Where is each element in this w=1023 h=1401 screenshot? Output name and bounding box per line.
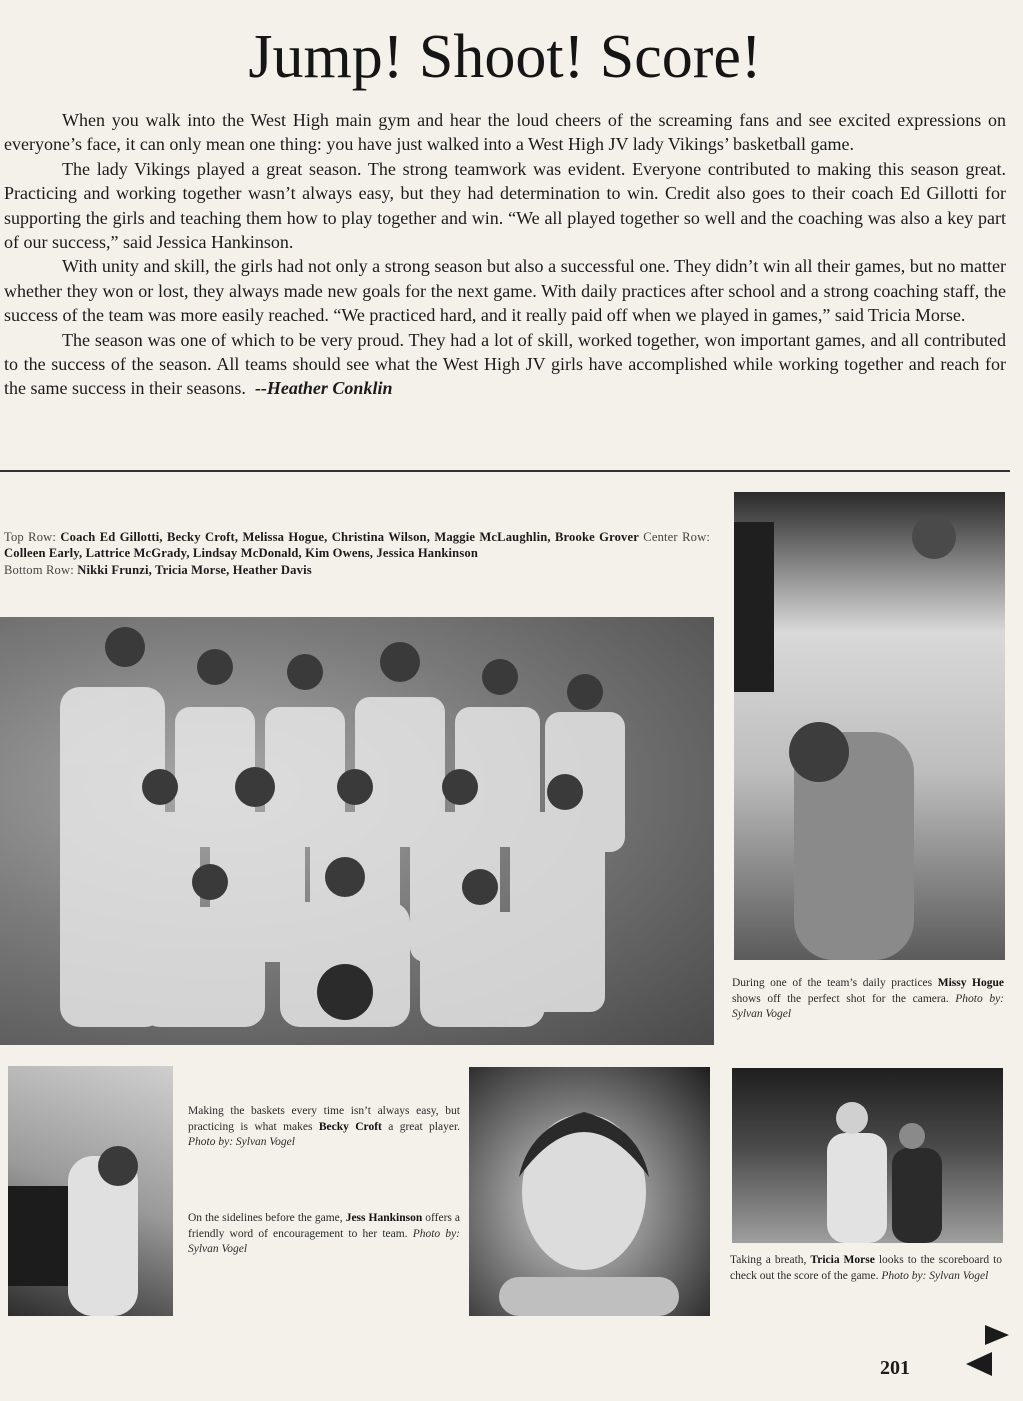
caption-player-name: Jess Hankinson — [345, 1212, 423, 1224]
article-paragraph — [4, 328, 1006, 401]
caption-text: Making the baskets every time isn’t always easy, but practicing is what makes — [188, 1105, 460, 1133]
roster-top-label: Top Row: — [4, 530, 57, 544]
jess-hankinson-photo — [469, 1067, 710, 1316]
article-paragraph-text: The season was one of which to be very proud. They had a lot of skill, worked together, won important games, and all contributed to the success of the season. All teams should see what the West High JV girls have accomplished while working together and reach for the same success in their seasons. — [4, 329, 1006, 399]
photo-credit: Photo by: Sylvan Vogel — [188, 1227, 460, 1255]
photo-credit: Photo by: Sylvan Vogel — [732, 992, 1005, 1020]
roster-bottom-names: Nikki Frunzi, Tricia Morse, Heather Davis — [77, 562, 312, 577]
roster-center-names: Colleen Early, Lattrice McGrady, Lindsay McDonald, Kim Owens, Jessica Hankinson — [4, 546, 478, 561]
caption-text: shows off the perfect shot for the camera. — [732, 992, 949, 1005]
caption-player-name: Missy Hogue — [937, 977, 1004, 989]
caption-text: a great player. — [388, 1120, 461, 1133]
caption-text: Taking a breath, — [730, 1254, 807, 1266]
team-photo — [0, 617, 714, 1045]
article-paragraph: With unity and skill, the girls had not only a strong season but also a successful one. They didn’t win all their games, but no matter whether they won or lost, they always made new goals for the next game. With daily practices after school and a strong coaching staff, the success of the team was more easily reached. “We practiced hard, and it really paid off when we played in games,” said Tricia Morse. — [4, 256, 1006, 326]
practice-shot-photo — [734, 492, 1005, 960]
roster-top-names: Coach Ed Gillotti, Becky Croft, Melissa Hogue, Christina Wilson, Maggie McLaughlin, Brooke Grover — [60, 530, 639, 544]
roster-center-label: Center Row: — [643, 530, 710, 544]
article-paragraph: The lady Vikings played a great season. The strong teamwork was evident. Everyone contributed to making this season great. Practicing and working together wasn’t always easy, but they had determination to win. Credit also goes to their coach Ed Gillotti for supporting the girls and teaching them how to play together and win. “We all played together so well and the coaching was also a key part of our success,” said Jessica Hankinson. — [4, 158, 1006, 253]
photo-credit: Photo by: Sylvan Vogel — [188, 1136, 295, 1148]
article-paragraph: When you walk into the West High main gym and hear the loud cheers of the screaming fans and see excited expressions on everyone’s face, it can only mean one thing: you have just walked into a West High JV lady Vikings’ basketball game. — [4, 110, 1006, 155]
roster-bottom-label: Bottom Row: — [4, 562, 74, 577]
caption-player-name: Tricia Morse — [810, 1254, 875, 1266]
jess-hankinson-caption — [188, 1211, 460, 1258]
page-number: 201 — [880, 1357, 910, 1379]
tricia-morse-figure — [732, 1068, 1003, 1243]
becky-croft-figure — [8, 1066, 173, 1316]
becky-croft-photo — [8, 1066, 173, 1316]
section-divider — [0, 470, 1010, 472]
decorative-arrow-icon — [985, 1325, 1009, 1345]
caption-text: On the sidelines before the game, — [188, 1212, 343, 1224]
article-byline: --Heather Conklin — [254, 378, 393, 399]
page-title: Jump! Shoot! Score! — [248, 23, 762, 91]
team-roster — [4, 529, 710, 578]
caption-text: During one of the team’s daily practices — [732, 977, 933, 989]
caption-text: looks to the scoreboard to check out the score of the game. — [730, 1254, 1003, 1282]
practice-shot-caption — [732, 976, 1004, 1023]
article-body — [4, 108, 1006, 401]
jess-hankinson-figure — [469, 1067, 710, 1316]
caption-player-name: Becky Croft — [318, 1120, 382, 1133]
caption-text: offers a friendly word of encouragement to her team. — [188, 1212, 461, 1240]
tricia-morse-photo — [732, 1068, 1003, 1243]
decorative-arrow-icon — [966, 1352, 992, 1376]
practice-shot-figures — [734, 492, 1005, 960]
team-photo-figures — [0, 617, 714, 1045]
becky-croft-caption — [188, 1104, 460, 1151]
tricia-morse-caption — [730, 1253, 1002, 1284]
photo-credit: Photo by: Sylvan Vogel — [881, 1269, 989, 1282]
